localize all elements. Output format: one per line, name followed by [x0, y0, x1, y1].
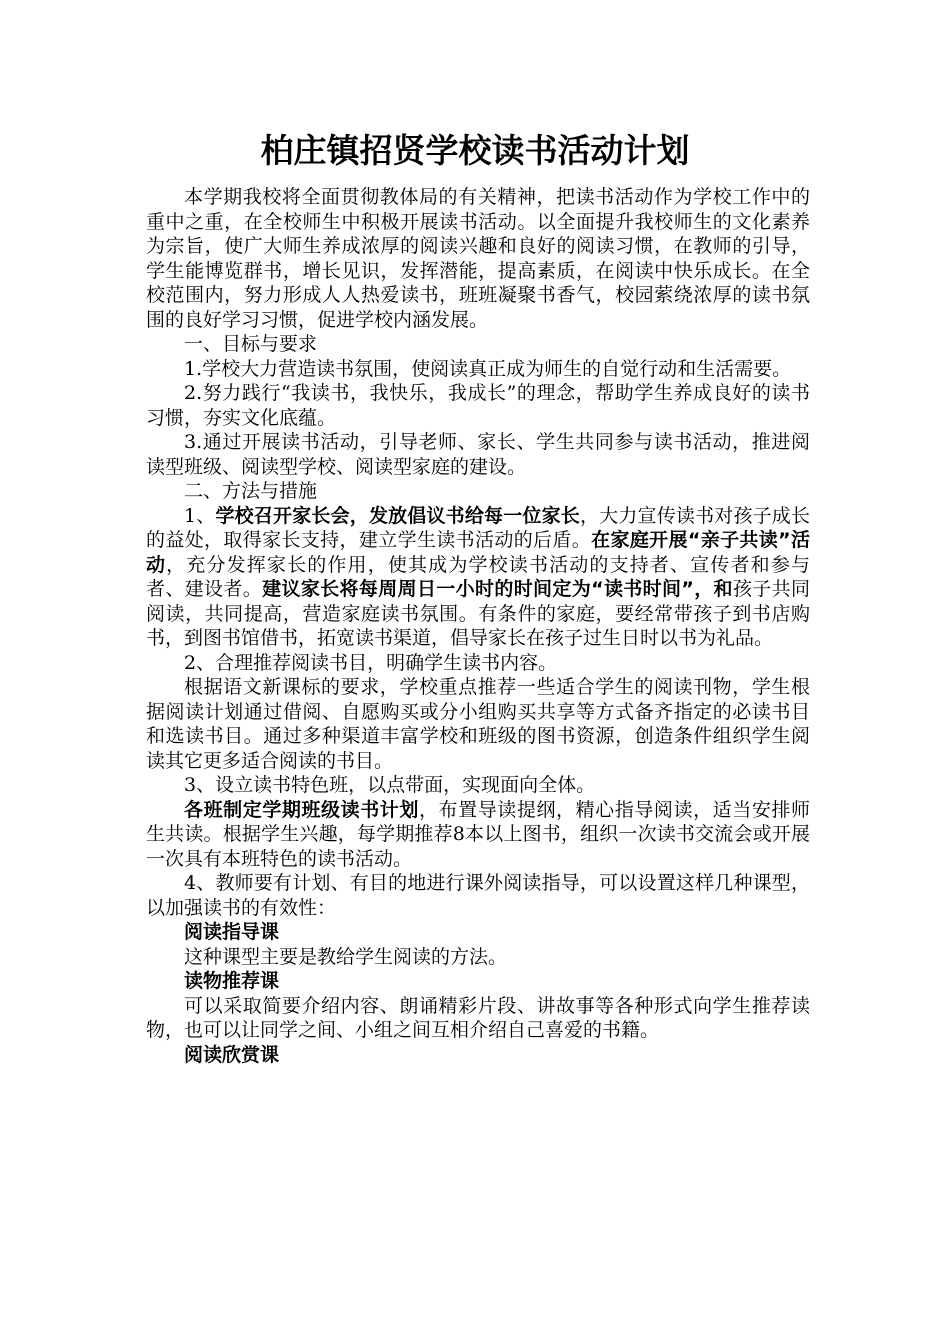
document-title: 柏庄镇招贤学校读书活动计划 [260, 131, 690, 170]
method-1-bold-3: 建议家长将每周周日一小时的时间定为“读书时间”，和 [262, 578, 733, 600]
course-type-2-title: 读物推荐课 [184, 970, 280, 992]
method-1-bold-1: 学校召开家长会，发放倡议书给每一位家长 [215, 504, 580, 527]
method-3-heading: 3、设立读书特色班，以点带面，实现面向全体。 [184, 774, 596, 796]
method-1-text-2: ，充分发挥家长的作用，使其成为学校读书活动的支持者、宣传者和参与者、建设者。 [146, 553, 810, 600]
section-heading-goals: 一、目标与要求 [184, 333, 318, 355]
course-type-3-title: 阅读欣赏课 [184, 1043, 280, 1066]
method-2-heading: 2、合理推荐阅读书目，明确学生读书内容。 [184, 651, 558, 674]
goal-item-2: 2.努力践行“我读书，我快乐，我成长”的理念，帮助学生养成良好的读书习惯，夯实文化底蕴。 [146, 382, 810, 429]
method-4-heading: 4、教师要有计划、有目的地进行课外阅读指导，可以设置这样几种课型，以加强读书的有效性： [146, 872, 810, 919]
course-type-1-title: 阅读指导课 [184, 921, 280, 943]
document-body [146, 185, 810, 1067]
course-type-1-body: 这种课型主要是教给学生阅读的方法。 [184, 945, 508, 968]
course-type-2-body: 可以采取简要介绍内容、朗诵精彩片段、讲故事等各种形式向学生推荐读物，也可以让同学之间、小组之间互相介绍自己喜爱的书籍。 [146, 994, 810, 1041]
method-3-text: ，布置导读提纲，精心指导阅读，适当安排师生共读。根据学生兴趣，每学期推荐8本以上图书，组织一次读书交流会或开展一次具有本班特色的读书活动。 [146, 798, 810, 870]
method-3-bold: 各班制定学期班级读书计划 [184, 798, 419, 821]
method-1-number: 1、 [184, 504, 216, 527]
method-1-text-1: ，大力宣传读书对孩子成长的益处，取得家长支持，建立学生读书活动的后盾。 [146, 504, 810, 551]
goal-item-3: 3.通过开展读书活动，引导老师、家长、学生共同参与读书活动，推进阅读型班级、阅读型学校、阅读型家庭的建设。 [146, 431, 810, 478]
method-1-bold-2: 在家庭开展“亲子共读”活动 [146, 529, 810, 576]
goal-item-1: 1.学校大力营造读书氛围，使阅读真正成为师生的自觉行动和生活需要。 [184, 357, 792, 380]
method-1-text-3: 孩子共同阅读，共同提高，营造家庭读书氛围。有条件的家庭，要经常带孩子到书店购书，到图书馆借书，拓宽读书渠道，倡导家长在孩子过生日时以书为礼品。 [146, 578, 810, 649]
method-3-body [146, 798, 810, 872]
method-1-paragraph [146, 504, 810, 651]
section-heading-methods: 二、方法与措施 [184, 480, 318, 502]
intro-paragraph: 本学期我校将全面贯彻教体局的有关精神，把读书活动作为学校工作中的重中之重，在全校师生中积极开展读书活动。以全面提升我校师生的文化素养为宗旨，使广大师生养成浓厚的阅读兴趣和良好的阅读习惯，在教师的引导，学生能博览群书，增长见识，发挥潜能，提高素质，在阅读中快乐成长。在全校范围内，努力形成人人热爱读书，班班凝聚书香气，校园萦绕浓厚的读书氛围的良好学习习惯，促进学校内涵发展。 [146, 186, 810, 331]
method-2-body: 根据语文新课标的要求，学校重点推荐一些适合学生的阅读刊物，学生根据阅读计划通过借阅、自愿购买或分小组购买共享等方式备齐指定的必读书目和选读书目。通过多种渠道丰富学校和班级的图书资源，创造条件组织学生阅读其它更多适合阅读的书目。 [146, 676, 810, 772]
